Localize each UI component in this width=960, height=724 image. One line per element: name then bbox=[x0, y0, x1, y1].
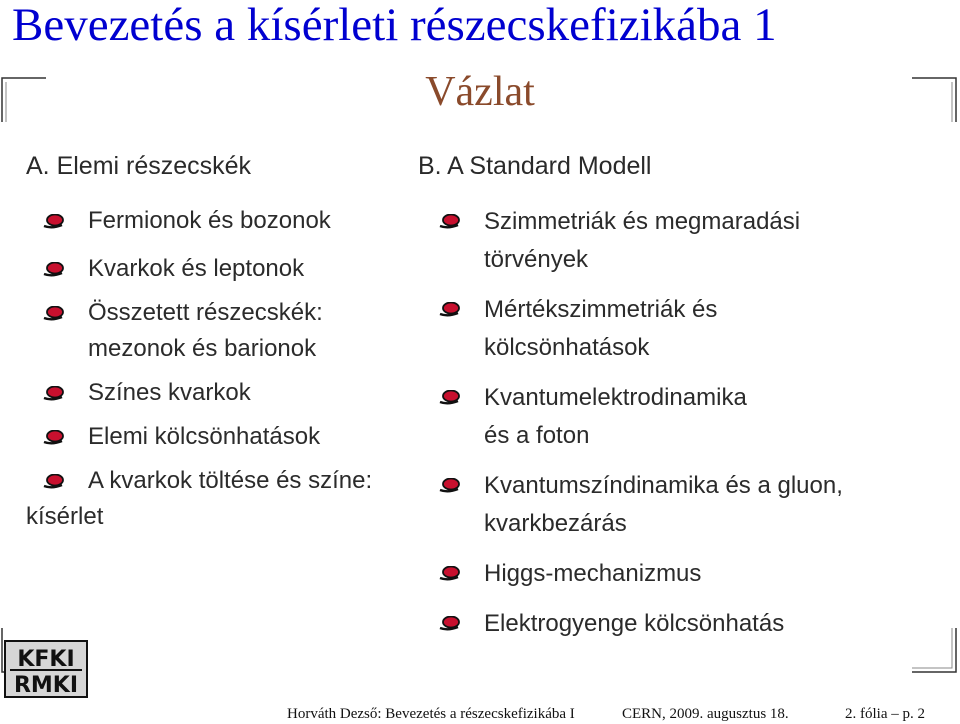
footer-author: Horváth Dezső: Bevezetés a részecskefizikába I bbox=[287, 706, 575, 722]
list-item bbox=[26, 295, 416, 367]
list-item-line: Kvantumelektrodinamika bbox=[484, 384, 747, 411]
list-item-line: Kvantumszíndinamika és a gluon, bbox=[484, 472, 843, 499]
list-item-line: kísérlet bbox=[26, 503, 104, 530]
bullet-icon bbox=[438, 302, 460, 318]
bullet-icon bbox=[42, 386, 64, 402]
list-item bbox=[418, 291, 958, 367]
list-item-line: mezonok és barionok bbox=[88, 335, 317, 362]
list-item bbox=[418, 467, 958, 543]
right-column bbox=[418, 152, 958, 655]
list-item bbox=[418, 555, 958, 593]
list-item bbox=[26, 251, 416, 287]
list-item-line: Összetett részecskék: bbox=[88, 299, 323, 326]
list-item bbox=[26, 375, 416, 411]
list-item-line: Fermionok és bozonok bbox=[88, 207, 331, 234]
footer bbox=[0, 706, 960, 724]
list-item-line: Színes kvarkok bbox=[88, 379, 251, 406]
bullet-icon bbox=[438, 214, 460, 230]
list-item bbox=[26, 203, 416, 239]
bullet-icon bbox=[42, 262, 64, 278]
list-item-line: törvények bbox=[484, 246, 589, 273]
kfki-rmki-logo-icon bbox=[4, 640, 88, 698]
list-item-line: Szimmetriák és megmaradási bbox=[484, 208, 801, 235]
frame-corner-top-left bbox=[0, 74, 50, 124]
bullet-icon bbox=[42, 214, 64, 230]
list-item-line: Elemi kölcsönhatások bbox=[88, 423, 321, 450]
list-item-line: Elektrogyenge kölcsönhatás bbox=[484, 610, 785, 637]
list-item-line: kölcsönhatások bbox=[484, 334, 650, 361]
list-item-line: Mértékszimmetriák és bbox=[484, 296, 718, 323]
bullet-icon bbox=[42, 430, 64, 446]
particles-list bbox=[26, 203, 416, 535]
list-item bbox=[26, 419, 416, 455]
slide-title: Bevezetés a kísérleti részecskefizikába 1 bbox=[12, 0, 777, 51]
list-item-line: Higgs-mechanizmus bbox=[484, 560, 702, 587]
logo-bottom-text: RMKI bbox=[13, 673, 79, 696]
list-item bbox=[418, 379, 958, 455]
section-heading-particles: A. Elemi részecskék bbox=[26, 152, 252, 180]
bullet-icon bbox=[42, 306, 64, 322]
section-heading-standard-model: B. A Standard Modell bbox=[418, 152, 652, 180]
slide-subtitle: Vázlat bbox=[425, 69, 535, 115]
bullet-icon bbox=[438, 616, 460, 632]
standard-model-list bbox=[418, 203, 958, 643]
list-item bbox=[26, 463, 416, 535]
footer-event: CERN, 2009. augusztus 18. bbox=[622, 706, 789, 722]
left-column bbox=[26, 152, 416, 543]
footer-slide-number: 2. fólia – p. 2 bbox=[845, 706, 925, 722]
frame-corner-top-right bbox=[908, 74, 958, 124]
logo-graphic bbox=[6, 642, 86, 696]
list-item-line: A kvarkok töltése és színe: bbox=[88, 467, 373, 494]
list-item bbox=[418, 605, 958, 643]
bullet-icon bbox=[438, 478, 460, 494]
logo-top-text: KFKI bbox=[17, 647, 75, 672]
list-item-line: kvarkbezárás bbox=[484, 510, 627, 537]
list-item-line: Kvarkok és leptonok bbox=[88, 255, 305, 282]
bullet-icon bbox=[438, 566, 460, 582]
list-item bbox=[418, 203, 958, 279]
bullet-icon bbox=[42, 474, 64, 490]
list-item-line: és a foton bbox=[484, 422, 590, 449]
bullet-icon bbox=[438, 390, 460, 406]
